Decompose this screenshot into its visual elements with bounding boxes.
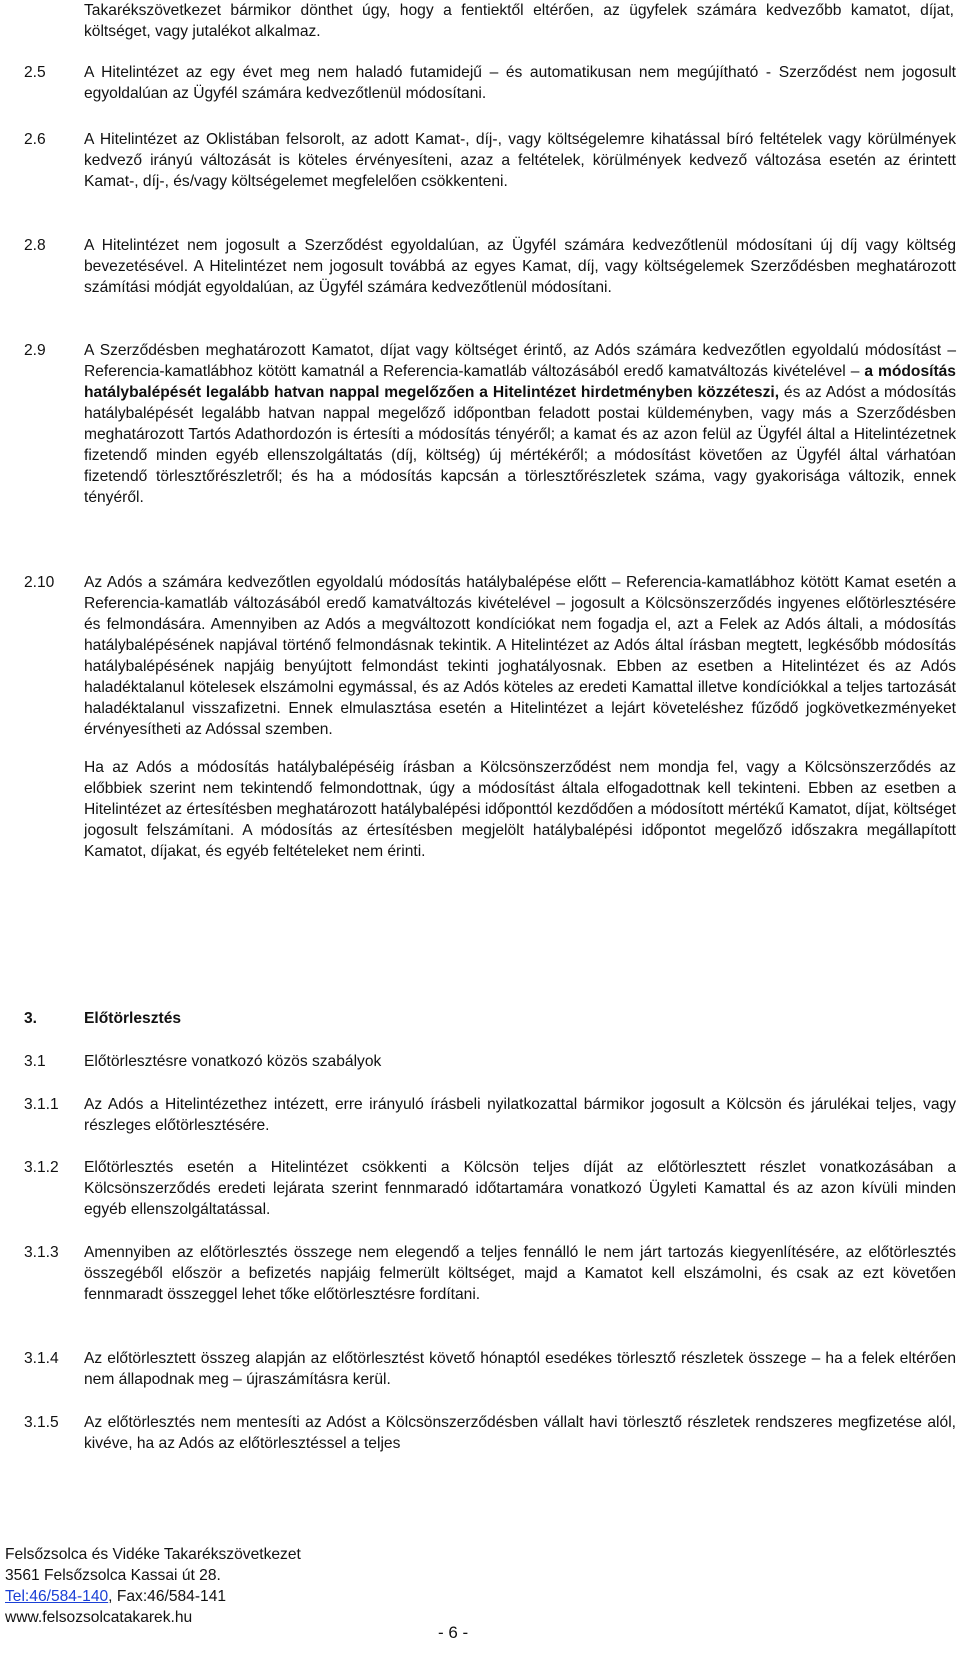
clause-text: A Hitelintézet nem jogosult a Szerződést egyoldalúan, az Ügyfél számára kedvezőtlenül módosítani új díj vagy költség bevezetésével. A Hitelintézet nem jogosult továbbá az egyes Kamat, díj, vagy költségelemek Szerződésben meghatározott számítási módját egyoldalúan, az Ügyfél számára kedvezőtlenül módosítani. (84, 237, 956, 296)
clause-text-part: és az Adóst a módosítás hatálybalépését legalább hatvan nappal megelőző időpontban feladott postai küldeményben, vagy más a Szerződésben meghatározott Tartós Adathordozón is értesíti a módosítás tényéről; a kamat és az azon felül az Ügyfél által a Hitelintézetnek fizetendő minden egyéb ellenszolgáltatás (díj, költség) új mértékéről; a módosítást követően az Ügyfél által várhatóan fizetendő törlesztőrészletről; és ha a módosítás kapcsán a törlesztőrészletek száma, vagy gyakorisága változik, ennek tényéről. (84, 384, 956, 506)
fax-number: , Fax:46/584-141 (108, 1588, 227, 1605)
clause-text: Amennyiben az előtörlesztés összege nem elegendő a teljes fennálló le nem járt tartozás kiegyenlítésére, az előtörlesztés összegéből először a befizetés napjáig felmerült költséget, majd a Kamatot kell elszámolni, és csak az ezt követően fennmaradt összeggel lehet tőke előtörlesztésre fordítani. (84, 1244, 956, 1303)
clause-number: 3.1.1 (24, 1096, 59, 1113)
page-number: - 6 - (438, 1623, 469, 1642)
footer-contact (5, 1586, 301, 1607)
clause-number: 2.9 (24, 342, 46, 359)
clause-number: 3.1.4 (24, 1350, 59, 1367)
section-number: 3. (24, 1010, 38, 1027)
phone-link[interactable]: Tel:46/584-140 (5, 1588, 109, 1605)
clause-number: 2.8 (24, 237, 46, 254)
clause-paragraph: Ha az Adós a módosítás hatálybalépéséig írásban a Kölcsönszerződést nem mondja fel, vagy a Kölcsönszerződés az előbbiek szerint nem tekintendő felmondottnak, úgy a módosítást általa elfogadottnak kell tekinteni. Ebben az esetben a Hitelintézet az értesítésben meghatározott hatálybalépési időponttól kezdődően a módosított mértékű Kamatot, díjat, költséget jogosult felszámítani. A módosítás az értesítésben megjelölt hatálybalépési időpontot megelőző időszakra megállapított Kamatot, díjakat, és egyéb feltételeket nem érinti. (84, 759, 956, 860)
clause-text: Az előtörlesztett összeg alapján az előtörlesztést követő hónaptól esedékes törlesztő részletek összege – ha a felek eltérően nem állapodnak meg – újraszámításra kerül. (84, 1350, 956, 1388)
clause-number: 3.1.3 (24, 1244, 59, 1261)
footer-website: www.felsozsolcatakarek.hu (5, 1609, 193, 1626)
footer-company-name: Felsőzsolca és Vidéke Takarékszövetkezet (5, 1546, 301, 1563)
clause-text (84, 340, 956, 508)
subsection-number: 3.1 (24, 1053, 46, 1070)
subsection-title: Előtörlesztésre vonatkozó közös szabályok (84, 1053, 382, 1070)
intro-paragraph: Takarékszövetkezet bármikor dönthet úgy, hogy a fentiektől eltérően, az ügyfelek számára kedvezőbb kamatot, díjat, költséget, vagy jutalékot alkalmaz. (84, 2, 954, 40)
page-footer (5, 1544, 301, 1628)
clause-text-part: A Szerződésben meghatározott Kamatot, díjat vagy költséget érintő, az Adós számára kedvezőtlen egyoldalú módosítást – Referencia-kamatlábhoz kötött kamatnál a Referencia-kamatláb változásából eredő kamatváltozás kivételével – (84, 342, 956, 380)
clause-number: 2.6 (24, 131, 46, 148)
clause-text (84, 572, 956, 862)
clause-number: 3.1.5 (24, 1414, 59, 1431)
clause-text: Az Adós a Hitelintézethez intézett, erre irányuló írásbeli nyilatkozattal bármikor jogosult a Kölcsön és járulékai teljes, vagy részleges előtörlesztésére. (84, 1096, 956, 1134)
clause-number: 2.10 (24, 574, 55, 591)
clause-paragraph: Az Adós a számára kedvezőtlen egyoldalú módosítás hatálybalépése előtt – Referencia-kamatlábhoz kötött Kamat esetén a Referencia-kamatláb változásából eredő kamatváltozás kivételével – jogosult a Kölcsönszerződés ingyenes előtörlesztésére és felmondására. Amennyiben az Adós a megváltozott kondíciókat nem fogadja el, azt a Felek az Adós általi, a módosítás hatálybalépésének napjával történő felmondásnak tekintik. A Hitelintézet az Adós által írásban megtett, legkésőbb módosítás hatálybalépésének napjáig benyújtott felmondást tekinti joghatályosnak. Ebben az esetben a Hitelintézet és az Adós haladéktalanul kötelesek elszámolni egymással, és az Adós köteles az eredeti Kamattal illetve kondíciókkal a teljes tartozását haladéktalanul visszafizetni. Ennek elmulasztása esetén a Hitelintézet a lejárt követeléshez fűződő jogkövetkezményeket érvényesítheti az Adóssal szemben. (84, 574, 956, 738)
clause-number: 2.5 (24, 64, 46, 81)
section-heading (24, 1008, 182, 1029)
clause-text-bold: a módosítás hatálybalépését legalább hatvan nappal megelőzően a Hitelintézet hirdetményben közzéteszi, (84, 363, 956, 401)
clause-number: 3.1.2 (24, 1159, 59, 1176)
clause-text: A Hitelintézet az Oklistában felsorolt, az adott Kamat-, díj-, vagy költségelemre kihatással bíró feltételek vagy körülmények kedvező irányú változását is köteles érvényesíteni, azaz a feltételek, körülmények kedvező változása esetén az érintett Kamat-, díj-, és/vagy költségelemet megfelelően csökkenteni. (84, 131, 956, 190)
clause-text: Előtörlesztés esetén a Hitelintézet csökkenti a Kölcsön teljes díját az előtörlesztett részlet vonatkozásában a Kölcsönszerződés eredeti lejárata szerint fennmaradó időtartamára vonatkozó Ügyleti Kamattal és az azon kívüli minden egyéb ellenszolgáltatással. (84, 1159, 956, 1218)
clause-text: Az előtörlesztés nem mentesíti az Adóst a Kölcsönszerződésben vállalt havi törlesztő részletek rendszeres megfizetése alól, kivéve, ha az Adós az előtörlesztéssel a teljes (84, 1414, 956, 1452)
clause-text: A Hitelintézet az egy évet meg nem haladó futamidejű – és automatikusan nem megújítható - Szerződést nem jogosult egyoldalúan az Ügyfél számára kedvezőtlenül módosítani. (84, 64, 956, 102)
section-title: Előtörlesztés (84, 1010, 182, 1027)
footer-address: 3561 Felsőzsolca Kassai út 28. (5, 1567, 221, 1584)
